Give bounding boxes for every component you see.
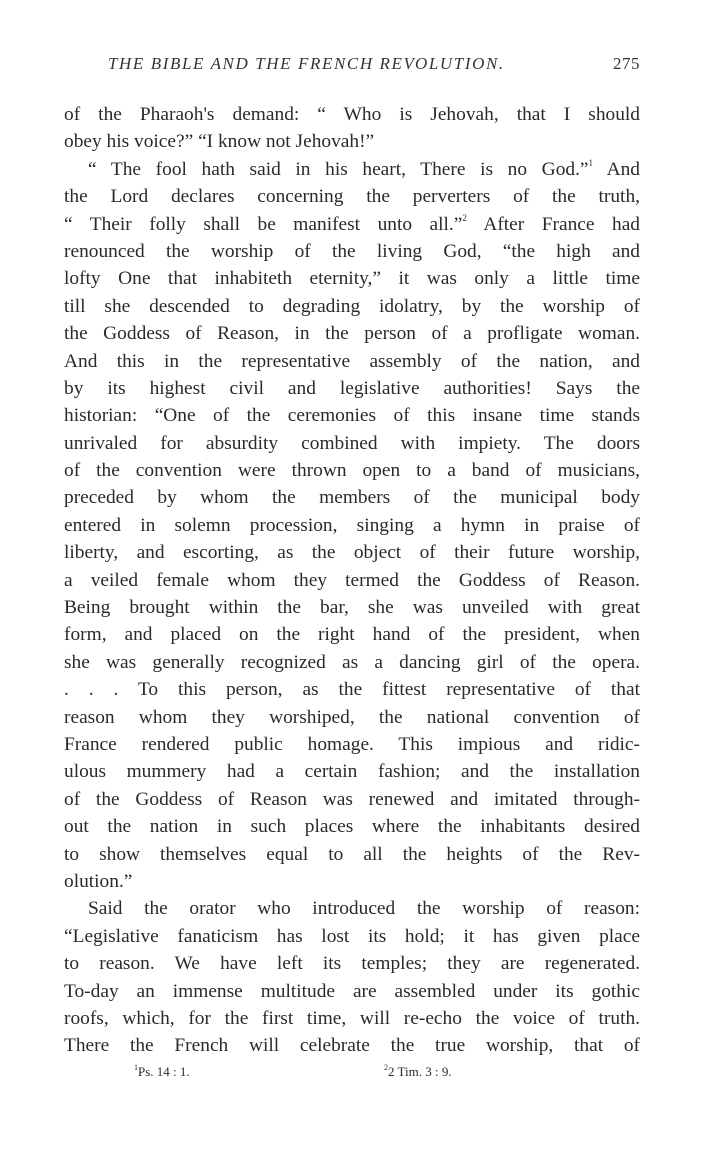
text-line: And this in the representative assembly of the nation, and [64,350,640,372]
text-line: of the convention were thrown open to a band of musicians, [64,460,640,482]
text-line: a veiled female whom they termed the Goddess of Reason. [64,569,640,591]
text-line: lofty One that inhabiteth eternity,” it was only a little time [64,268,640,290]
text-line: till she descended to degrading idolatry, by the worship of [64,295,640,317]
footnote-1 [134,1064,190,1080]
text-line: There the French will celebrate the true worship, that of [64,1035,640,1057]
text-line: obey his voice?” “I know not Jehovah!” [64,131,375,153]
footnote-ref-2: 2 [462,212,467,223]
text-line: ulous mummery had a certain fashion; and the installation [64,761,640,783]
text-line: to show themselves equal to all the heights of the Rev- [64,843,640,865]
text-line: France rendered public homage. This impious and ridic- [64,733,640,755]
text-line: renounced the worship of the living God, “the high and [64,240,640,262]
footnote-marker: 1 [134,1063,138,1072]
page-header [60,52,640,82]
book-page [60,52,640,1079]
text-line: entered in solemn procession, singing a hymn in praise of [64,514,640,536]
text-span: “ Their folly shall be manifest unto all.” [64,213,463,235]
paragraph-3 [64,895,640,1059]
text-line: the Goddess of Reason, in the person of a profligate woman. [64,323,640,345]
text-line: of the Pharaoh's demand: “ Who is Jehovah, that I should [64,104,640,125]
text-line: olution.” [64,870,133,892]
text-span: “ The fool hath said in his heart, There is no God.” [88,158,589,180]
text-line: the Lord declares concerning the perverters of the truth, [64,186,640,208]
footnote-2 [384,1064,452,1080]
text-line: roofs, which, for the first time, will re-echo the voice of truth. [64,1007,640,1029]
text-line: reason whom they worshiped, the national convention of [64,706,640,728]
text-line: Being brought within the bar, she was unveiled with great [64,597,640,619]
text-span: And [593,158,640,180]
text-line: liberty, and escorting, as the object of their future worship, [64,542,640,564]
text-line: historian: “One of the ceremonies of this insane time stands [64,405,640,427]
text-line: to reason. We have left its temples; they are regenerated. [64,953,640,975]
text-line: form, and placed on the right hand of the president, when [64,624,640,646]
footnote-text: 2 Tim. 3 : 9. [388,1064,452,1079]
text-line: unrivaled for absurdity combined with impiety. The doors [64,432,640,454]
running-title: THE BIBLE AND THE FRENCH REVOLUTION. [108,54,505,73]
page-number: 275 [613,54,640,73]
text-line [64,156,640,183]
text-line: she was generally recognized as a dancing girl of the opera. [64,651,640,673]
footnote-ref-1: 1 [588,157,594,168]
body-text [64,101,640,1060]
text-line: To-day an immense multitude are assembled under its gothic [64,980,640,1002]
footnote-marker: 2 [384,1063,388,1072]
text-line: Said the orator who introduced the worship of reason: [88,898,640,920]
text-line: . . . To this person, as the fittest representative of that [64,679,640,701]
text-line: by its highest civil and legislative authorities! Says the [64,377,640,399]
paragraph-2 [64,156,640,896]
text-line: “Legislative fanaticism has lost its hold; it has given place [64,925,640,947]
paragraph-1 [64,101,640,156]
text-line: out the nation in such places where the inhabitants desired [64,816,640,838]
text-line: preceded by whom the members of the municipal body [64,487,640,509]
footnote-text: Ps. 14 : 1. [138,1064,190,1079]
text-line: of the Goddess of Reason was renewed and imitated through- [64,788,640,810]
footnotes [60,1064,640,1086]
text-line [64,211,640,238]
text-span: After France had [466,213,640,235]
